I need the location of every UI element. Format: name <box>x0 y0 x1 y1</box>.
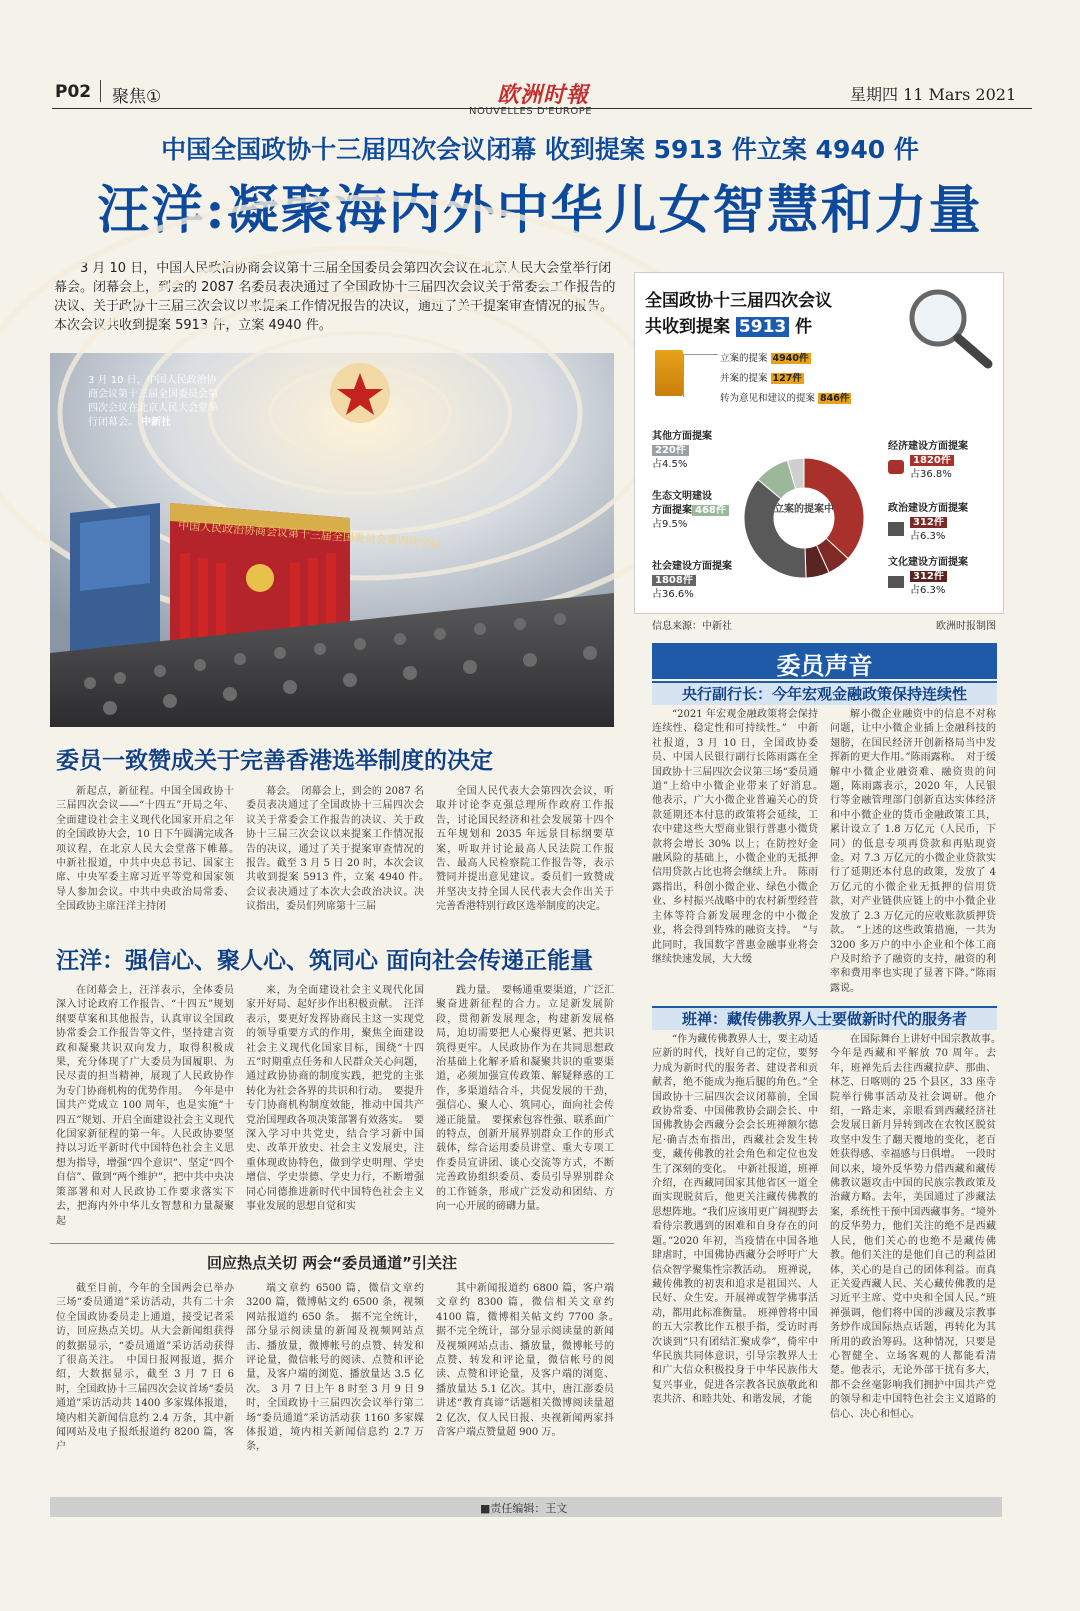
voices-story2-title: 班禅：藏传佛教界人士要做新时代的服务者 <box>681 1010 967 1028</box>
article2-title: 汪洋：强信心、聚人心、筑同心 面向社会传递正能量 <box>56 947 594 974</box>
infographic-source: 信息来源：中新社 <box>652 621 732 632</box>
article3-rule <box>50 1243 614 1244</box>
breakdown-converted <box>720 390 851 404</box>
header-rule <box>52 108 1032 109</box>
voices-story2-col2-text: 在国际舞台上讲好中国宗教故事。 今年是西藏和平解放 70 周年。去年，班禅先后去往西藏拉萨、那曲、林芝、日喀则的 25 个县区，33 座寺院举行佛事活动及社会调研。他介绍，一路走来，亲眼看到西藏经济社会发展日新月异转到改在农牧区脱贫攻坚中发生了翻天覆地的变化，老百姓获得感、幸福感与日俱增。 一段时间以来，境外反华势力借西藏和藏传佛教议题攻击中国的民族宗教政策及治藏方略。去年，美国通过了涉藏法案，系统性干预中国西藏事务。“境外的反华势力，他们关注的绝不是西藏人民，他们关心的也绝不是藏传佛教。他们关注的是他们自己的利益团体，关心的是自己的团体利益。而真正关爱西藏人民、关心藏传佛教的是习近平主席、党中央和全国人民。”班禅强调，他们将中国的涉藏及宗教事务炒作成国际热点话题，再转化为其所用的政治筹码。这种情况，只要是心智健全、立场客观的人都能看清楚。他表示，无论外部干扰有多大，都不会丝毫影响我们拥护中国共产党的领导和走中国特色社会主义道路的信心、决心和恒心。 <box>830 1034 1006 1420</box>
editor-credit: ■责任编辑：王文 <box>480 1502 568 1515</box>
article3-col1-text: 截至目前，今年的全国两会已举办三场“委员通道”采访活动，共有二十余位全国政协委员走上通道，接受记者采访，回应热点关切。从大会新闻组获得的数据显示，“委员通道”采访活动获得了很高关注。 中国日报网报道，据介绍，大数据显示，截至 3 月 7 日 6 时，全国政协十三届四次会议首场“委员通道”采访活动共 1400 多家媒体报道，境内相关新闻信息约 2.4 万条，其中新闻网站及电子报纸报道约 8200 篇，客户 <box>56 1283 234 1453</box>
infographic-total-suffix: 件 <box>795 317 813 337</box>
article2-col2 <box>246 984 424 1239</box>
article3-title: 回应热点关切 两会“委员通道”引关注 <box>207 1254 457 1272</box>
article2-col2-text: 来，为全面建设社会主义现代化国家开好局、起好步作出积极贡献。 汪洋表示，要更好发挥协商民主这一实现党的领导重要方式的作用，聚焦全面建设社会主义现代化国家目标，围绕“十四五”时期重点任务和人民群众关心问题，通过政协协商的制度实践，把党的主张转化为社会各界的共识和行动。 要提升专门协商机构制度效能，推动中国共产党治国理政各项决策部署有效落实。 要深入学习中共党史，结合学习新中国史、改革开放史、社会主义发展史，注重体现政协特色，做到学史明理、学史增信、学史崇德、学史力行，不断增强同心同德推进新时代中国特色社会主义事业发展的思想自觉和实 <box>246 985 424 1213</box>
document-stack-icon <box>655 350 683 396</box>
voices-story2-col1 <box>652 1033 818 1488</box>
label-eco-title: 生态文明建设 <box>652 491 712 502</box>
breakdown-merged-value: 127件 <box>772 373 802 384</box>
section-name: 聚焦① <box>112 87 162 107</box>
article1-title: 委员一致赞成关于完善香港选举制度的决定 <box>56 747 493 774</box>
label-eco <box>652 490 729 532</box>
label-eco-value: 468件 <box>692 505 729 516</box>
label-social-title: 社会建设方面提案 <box>652 561 732 572</box>
label-other-value: 220件 <box>652 445 689 456</box>
voices-story1-col2 <box>830 708 996 1001</box>
photo-caption-text: 3 月 10 日，中国人民政治协商会议第十三届全国委员会第四次会议在北京人民大会堂举行闭幕会。 <box>88 375 218 428</box>
article1-col1-text: 新起点，新征程。中国全国政协十三届四次会议——“十四五”开局之年、全面建设社会主义现代化国家开启之年的全国政协大会，10 日下午圆满完成各项议程，在北京人民大会堂落下帷幕。 中新社报道，中共中央总书记、国家主席、中央军委主席习近平等党和国家领导人参加会议。中共中央政治局常委、全国政协主席汪洋主持闭 <box>56 786 244 913</box>
breakdown-converted-value: 846件 <box>820 393 850 404</box>
book-icon <box>888 576 904 588</box>
pie-center-label: 立案的提案中 <box>774 504 834 515</box>
headline: 汪洋:凝聚海内外中华儿女智慧和力量 <box>97 180 983 241</box>
label-politics-title: 政治建设方面提案 <box>888 503 968 514</box>
hall-banner-text: 中国人民政治协商会议第十三届全国委员会第四次会议 <box>177 519 443 551</box>
voices-story1-col2-text: 解小微企业融资中的信息不对称问题，让中小微企业插上金融科技的翅膀，在国民经济开创新格局当中发挥新的更大作用。”陈雨露称。 对于缓解中小微企业融资难、融资贵的问题，陈雨露表示，2020 年，人民银行等金融管理部门创新直达实体经济和中小微企业的货币金融政策工具，累计设立了 1.8 万亿元（人民币，下同）的低息专项再贷款和再贴现资金。对 7.3 万亿元的小微企业贷款实行了延期还本付息的政策，发放了 4 万亿元的小微企业无抵押的信用贷款，对产业链供应链上的中小微企业发放了 2.3 万亿元的应收账款质押贷款。 “上述的这些政策措施，一共为 3200 多万户的中小企业和个体工商户及时给予了融资的支持，融资的利率和费用率也实现了显著下降。”陈雨露说。 <box>830 709 996 994</box>
article2-col3 <box>436 984 614 1239</box>
sub-headline: 中国全国政协十三届四次会议闭幕 收到提案 5913 件立案 4940 件 <box>161 135 919 164</box>
page-number: P02 <box>55 82 92 102</box>
article1-col1 <box>56 785 244 935</box>
breakdown-merged <box>720 370 804 384</box>
breakdown-filed <box>720 350 811 364</box>
building-icon <box>888 522 904 536</box>
label-social-pct: 占36.6% <box>652 589 694 600</box>
voices-story2-col1-text: “作为藏传佛教界人士，要主动适应新的时代，找好自己的定位，要努力成为新时代的服务者、建设者和贡献者，绝不能成为拖后腿的角色。”全国政协十三届四次会议闭幕前，全国政协常委、中国佛教协会副会长、中国佛教协会西藏分会会长班禅额尔德尼·确吉杰布指出，西藏社会发生转变，藏传佛教的社会角色和定位也发生了深刻的变化。 中新社报道，班禅介绍，在西藏同国家其他省区一道全面实现脱贫后，他更关注藏传佛教的思想阵地。“我们应该用更广阔视野去看待宗教遇到的困难和自身存在的问题。”2020 年初，当疫情在中国各地肆虐时，中国佛协西藏分会呼吁广大信众智学聚集性宗教活动。 班禅说，藏传佛教的初衷和追求是祖国兴、人民好、众生安。开展禅或智学佛事活动，都用此标准衡量。 班禅曾将中国的五大宗教比作五根手指，受访时再次谈到“只有团结汇聚成拳”，倚牢中华民族共同体意识，引导宗教界人士和广大信众积极投身于中华民族伟大复兴事业，促进各宗教各民族敬此和衷共济、和睦共处、和谐发展，才能 <box>652 1034 818 1406</box>
label-politics-pct: 占6.3% <box>910 531 946 542</box>
newspaper-logo-subtitle: NOUVELLES D'EUROPE <box>469 106 593 117</box>
infographic-credit: 欧洲时报制图 <box>936 621 996 632</box>
voices-story1-title: 央行副行长：今年宏观金融政策保持连续性 <box>681 685 967 703</box>
voices-story1-col1 <box>652 708 828 1001</box>
voices-story2-col2 <box>830 1033 1006 1488</box>
infographic-title: 全国政协十三届四次会议 <box>645 291 832 311</box>
photo-caption <box>88 374 223 430</box>
infographic-total-prefix: 共收到提案 <box>645 317 730 337</box>
label-politics-value: 312件 <box>910 517 947 528</box>
article1-col2-text: 幕会。 闭幕会上，到会的 2087 名委员表决通过了全国政协十三届四次会议关于常委会工作报告的决议、关于政协十三届三次会议以来提案工作情况报告的决议，通过了关于提案审查情况的报告。截至 3 月 5 日 20 时，本次会议共收到提案 5913 件，立案 4940 件。 会议表决通过了本次大会政治决议。决议指出，委员们列席第十三届 <box>246 786 434 913</box>
label-social <box>652 560 732 602</box>
infographic-total-line <box>645 312 812 337</box>
label-eco-title2: 方面提案 <box>652 505 692 516</box>
article3-col2-text: 端文章约 6500 篇，微信文章约 3200 篇，微博帖文约 6500 条，视频网站报道约 650 条。 据不完全统计，部分显示阅读量的新闻及视频网站点击、播放量，微博帐号的点赞、转发和评论量，微信帐号的阅读、点赞和评论量，及客户端的浏览、播放量达 3.5 亿次。 3 月 7 日上午 8 时至 3 月 9 日 9 时，全国政协十三届四次会议举行第二场“委员通道”采访活动获 1160 多家媒体报道，境内相关新闻信息约 2.7 万条， <box>246 1283 424 1453</box>
label-culture-value: 312件 <box>910 571 947 582</box>
label-eco-pct: 占9.5% <box>652 519 688 530</box>
lead-paragraph: 3 月 10 日，中国人民政治协商会议第十三届全国委员会第四次会议在北京人民大会堂举行闭幕会。闭幕会上，到会的 2087 名委员表决通过了全国政协十三届四次会议关于常委会工作报告的决议、关于政协十三届三次会议以来提案工作情况报告的决议，通过了关于提案审查情况的报告。本次会议共收到提案 5913 件，立案 4940 件。 <box>54 261 616 333</box>
voices-story1-col1-text: “2021 年宏观金融政策将会保持连续性、稳定性和可持续性。” 中新社报道，3 月 10 日，全国政协委员、中国人民银行副行长陈雨露在全国政协十三届四次会议第三场“委员通道”上给中小微企业带来了好消息。 他表示，广大小微企业普遍关心的贷款延期还本付息的政策将会延续，工农中建这些大型商业银行普惠小微贷款将会增长 30% 以上；在防控好金融风险的基础上，小微企业的无抵押信用贷款占比也将会继续上升。 陈雨露指出，科创小微企业、绿色小微企业、乡村振兴战略中的农村新型经营主体等符合新发展理念的中小微企业，将会得到特殊的融资支持。 “与此同时，我国数字普惠金融事业将会继续快速发展，大大缓 <box>652 709 828 965</box>
article2-col3-text: 践力量。 要畅通重要渠道，广泛汇聚奋进新征程的合力。立足新发展阶段，贯彻新发展理念，构建新发展格局，迫切需要把人心聚得更紧、把共识筑得更牢。人民政协作为在共同思想政治基础上化解矛盾和凝聚共识的重要渠道，必须加强宣传政策、解疑释惑的工作，多渠道结合斗，共促发展的干劲，强信心、聚人心、筑同心，面向社会传递正能量。 要探索包容性强、联系面广的特点，创新开展界别群众工作的形式载体，综合运用委员讲堂、重大专项工作委员宣讲团、谈心交流等方式，不断完善政协组织委员、委员引导界别群众的工作链条，形成广泛发动和团结、方向一心开展的磅礴力量。 <box>436 985 614 1213</box>
article2-col1 <box>56 984 234 1239</box>
article1-col3-text: 全国人民代表大会第四次会议，听取并讨论李克强总理所作政府工作报告，讨论国民经济和社会发展第十四个五年规划和 2035 年远景目标纲要草案，听取并讨论最高人民法院工作报告、最高人民检察院工作报告等，表示赞同并提出意见建议。委员们一致赞成并坚决支持全国人民代表大会作出关于完善香港特别行政区选举制度的决定。 <box>436 786 614 913</box>
breakdown-filed-value: 4940件 <box>772 353 809 364</box>
pie-center <box>775 489 833 547</box>
label-other <box>652 430 712 472</box>
newspaper-logo: 欧洲时報 <box>497 82 590 108</box>
label-other-pct: 占4.5% <box>652 459 688 470</box>
label-culture-title: 文化建设方面提案 <box>888 557 968 568</box>
issue-date: 星期四 11 Mars 2021 <box>850 85 1017 104</box>
article3-col3-text: 其中新闻报道约 6800 篇，客户端文章约 8300 篇，微信相关文章约 4100 篇，微博相关帖文约 7700 条。 据不完全统计，部分显示阅读量的新闻及视频网站点击、播放量，微博帐号的点赞、转发和评论量，微信帐号的阅读、点赞和评论量，及客户端的浏览、播放量达 5.1 亿次。其中，唐江澎委员讲述“教育真谛”话题相关微博阅读量超 2 亿次，仅人民日报、央视新闻两家抖音客户端点赞量超 900 万。 <box>436 1283 624 1439</box>
article1-col3 <box>436 785 614 935</box>
label-social-value: 1808件 <box>652 575 696 586</box>
label-econ-value: 1820件 <box>910 455 954 466</box>
breakdown-connector <box>683 354 718 397</box>
money-bag-icon <box>888 460 904 474</box>
voices-section-title: 委员声音 <box>776 651 873 680</box>
header-divider <box>100 80 101 102</box>
breakdown-merged-label: 并案的提案 <box>720 373 768 384</box>
label-econ-pct: 占36.8% <box>910 469 952 480</box>
article1-col2 <box>246 785 434 935</box>
photo-credit: 中新社 <box>141 417 172 428</box>
article3-col2 <box>246 1282 424 1487</box>
proposal-pie-chart <box>742 456 866 580</box>
infographic-total: 5913 <box>736 317 789 337</box>
magnifier-icon <box>900 280 1000 370</box>
article3-col3 <box>436 1282 624 1487</box>
label-econ-title: 经济建设方面提案 <box>888 441 968 452</box>
label-culture-pct: 占6.3% <box>910 585 946 596</box>
article3-col1 <box>56 1282 234 1487</box>
breakdown-filed-label: 立案的提案 <box>720 353 768 364</box>
label-other-title: 其他方面提案 <box>652 431 712 442</box>
article2-col1-text: 在闭幕会上，汪洋表示，全体委员深入讨论政府工作报告、“十四五”规划纲要草案和其他报告，认真审议全国政协常委会工作报告等文件，坚持建言资政和凝聚共识双向发力，取得积极成果，充分体现了广大委员为国履职、为民尽责的担当精神，展现了人民政协作为专门协商机构的优势作用。 今年是中国共产党成立 100 周年，也是实施“十四五”规划、开启全面建设社会主义现代化国家新征程的第一年。人民政协要坚持以习近平新时代中国特色社会主义思想为指导，增强“四个意识”、坚定“四个自信”、做到“两个维护”，把中共中央决策部署和对人民政协工作要求落实下去，把海内外中华儿女智慧和力量凝聚起 <box>56 985 234 1227</box>
breakdown-converted-label: 转为意见和建议的提案 <box>720 393 816 404</box>
